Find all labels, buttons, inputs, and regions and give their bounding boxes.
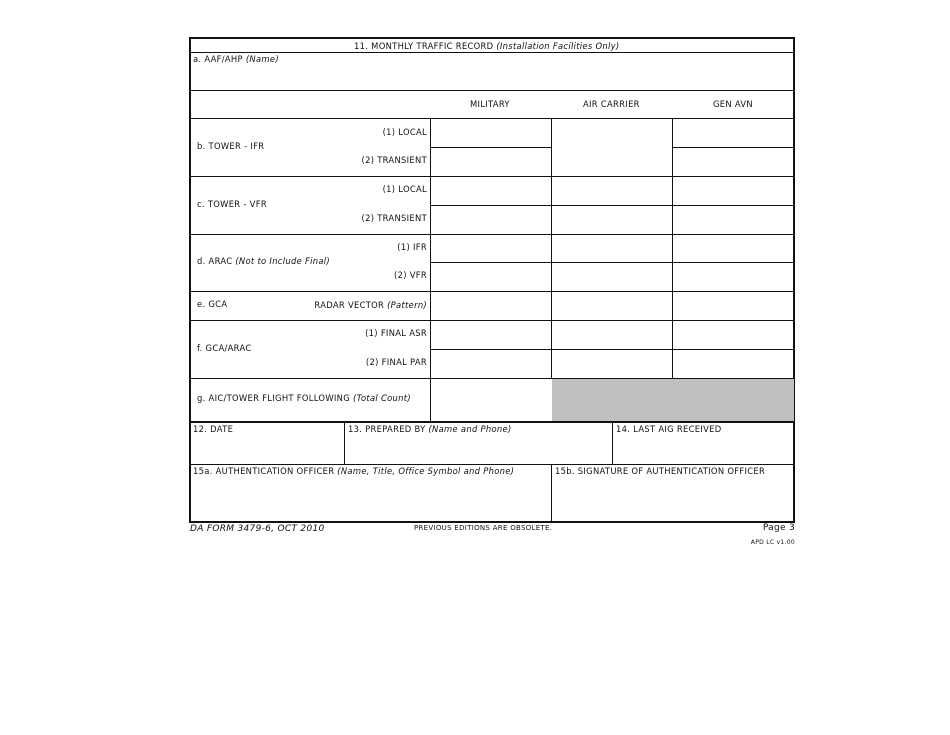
divider bbox=[430, 349, 794, 350]
radar-vector-label: RADAR VECTOR bbox=[314, 300, 385, 310]
column-military: MILITARY bbox=[470, 99, 510, 109]
aaf-note: (Name) bbox=[245, 54, 279, 64]
divider bbox=[430, 205, 794, 206]
arac-note: (Not to Include Final) bbox=[235, 256, 330, 266]
prepared-by-field[interactable] bbox=[345, 423, 612, 464]
tower-vfr-transient-label: (2) TRANSIENT bbox=[361, 213, 427, 223]
shaded-cell bbox=[552, 379, 794, 421]
divider bbox=[190, 90, 794, 91]
divider bbox=[190, 234, 794, 235]
signature-label: 15b. SIGNATURE OF AUTHENTICATION OFFICER bbox=[555, 466, 766, 476]
gca-arac-label: f. GCA/ARAC bbox=[197, 343, 252, 353]
flight-following-label: g. AIC/TOWER FLIGHT FOLLOWING bbox=[197, 393, 351, 403]
signature-field[interactable] bbox=[552, 465, 794, 522]
gca-label: e. GCA bbox=[197, 299, 228, 309]
tower-ifr-label: b. TOWER - IFR bbox=[197, 141, 265, 151]
aaf-name-field[interactable] bbox=[190, 53, 794, 90]
tower-vfr-label: c. TOWER - VFR bbox=[197, 199, 267, 209]
radar-vector-note: (Pattern) bbox=[387, 300, 427, 310]
flight-following-note: (Total Count) bbox=[353, 393, 411, 403]
tower-ifr-transient-label: (2) TRANSIENT bbox=[361, 155, 427, 165]
authentication-officer-field[interactable] bbox=[190, 465, 551, 522]
tower-ifr-local-gen-avn[interactable] bbox=[673, 119, 794, 147]
form-number: DA FORM 3479-6, OCT 2010 bbox=[190, 524, 325, 534]
arac-label: d. ARAC bbox=[197, 256, 233, 266]
section-title bbox=[354, 41, 619, 51]
version-label: APD LC v1.00 bbox=[750, 539, 795, 546]
prepared-by-label: 13. PREPARED BY bbox=[348, 424, 426, 434]
tower-ifr-transient-gen-avn[interactable] bbox=[673, 148, 794, 176]
final-asr-label: (1) FINAL ASR bbox=[365, 328, 427, 338]
last-aig-label: 14. LAST AIG RECEIVED bbox=[616, 424, 722, 434]
title-note: (Installation Facilities Only) bbox=[496, 41, 620, 51]
divider bbox=[430, 262, 794, 263]
column-gen-avn: GEN AVN bbox=[713, 99, 753, 109]
divider bbox=[190, 291, 794, 292]
flight-following-military[interactable] bbox=[431, 379, 551, 421]
title-text: 11. MONTHLY TRAFFIC RECORD bbox=[354, 41, 494, 51]
arac-vfr-label: (2) VFR bbox=[394, 270, 427, 280]
auth-officer-note: (Name, Title, Office Symbol and Phone) bbox=[337, 466, 515, 476]
date-field[interactable] bbox=[190, 423, 344, 464]
arac-ifr-label: (1) IFR bbox=[397, 242, 427, 252]
aaf-label: a. AAF/AHP bbox=[193, 54, 243, 64]
final-par-label: (2) FINAL PAR bbox=[365, 357, 427, 367]
page-number: Page 3 bbox=[762, 523, 795, 533]
divider bbox=[190, 320, 794, 321]
obsolete-notice: PREVIOUS EDITIONS ARE OBSOLETE. bbox=[414, 524, 553, 532]
divider bbox=[190, 176, 794, 177]
date-label: 12. DATE bbox=[193, 424, 234, 434]
tower-ifr-local-military[interactable] bbox=[431, 119, 551, 147]
tower-ifr-air-carrier[interactable] bbox=[552, 119, 672, 176]
prepared-by-note: (Name and Phone) bbox=[428, 424, 512, 434]
auth-officer-label: 15a. AUTHENTICATION OFFICER bbox=[193, 466, 335, 476]
tower-ifr-transient-military[interactable] bbox=[431, 148, 551, 176]
column-air-carrier: AIR CARRIER bbox=[583, 99, 640, 109]
tower-ifr-local-label: (1) LOCAL bbox=[382, 127, 427, 137]
tower-vfr-local-label: (1) LOCAL bbox=[382, 184, 427, 194]
last-aig-field[interactable] bbox=[613, 423, 794, 464]
